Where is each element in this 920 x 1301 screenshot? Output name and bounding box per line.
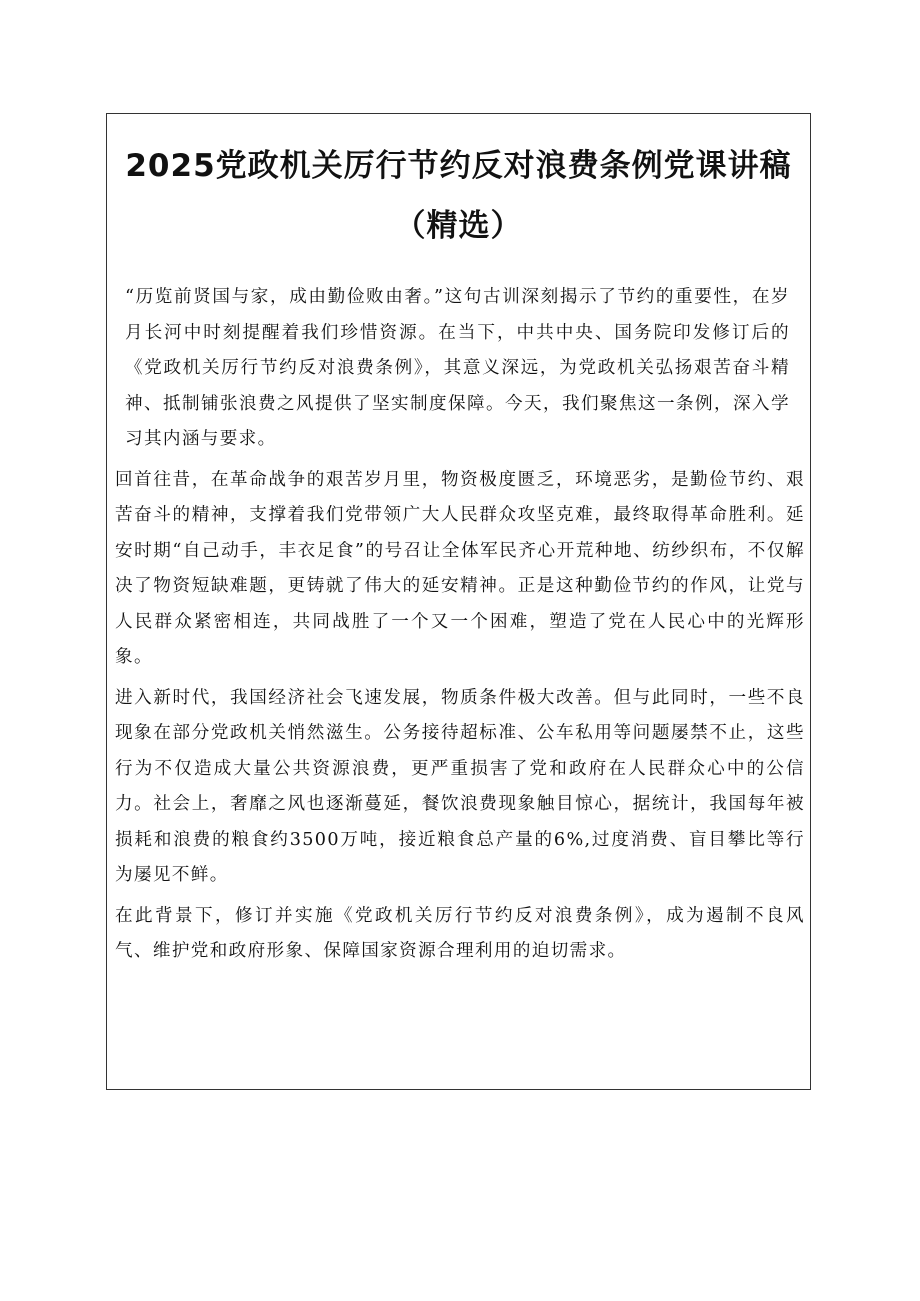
document-title xyxy=(107,136,810,256)
paragraph-background: 在此背景下，修订并实施《党政机关厉行节约反对浪费条例》，成为遏制不良风气、维护党和政府形象、保障国家资源合理利用的迫切需求。 xyxy=(115,905,805,961)
document-title-line-2: （精选） xyxy=(394,208,523,244)
document-frame xyxy=(106,113,811,1090)
paragraph-new-era: 进入新时代，我国经济社会飞速发展，物质条件极大改善。但与此同时，一些不良现象在部分党政机关悄然滋生。公务接待超标准、公车私用等问题屡禁不止，这些行为不仅造成大量公共资源浪费，更严重损害了党和政府在人民群众心中的公信力。社会上，奢靡之风也逐渐蔓延，餐饮浪费现象触目惊心，据统计，我国每年被损耗和浪费的粮食约3500万吨，接近粮食总产量的6%,过度消费、盲目攀比等行为屡见不鲜。 xyxy=(115,687,805,885)
paragraph-intro: “历览前贤国与家，成由勤俭败由奢。”这句古训深刻揭示了节约的重要性，在岁月长河中时刻提醒着我们珍惜资源。在当下，中共中央、国务院印发修订后的《党政机关厉行节约反对浪费条例》，其意义深远，为党政机关弘扬艰苦奋斗精神、抵制铺张浪费之风提供了坚实制度保障。今天，我们聚焦这一条例，深入学习其内涵与要求。 xyxy=(125,287,790,449)
document-body xyxy=(115,280,805,975)
paragraph-history: 回首往昔，在革命战争的艰苦岁月里，物资极度匮乏，环境恶劣，是勤俭节约、艰苦奋斗的精神，支撑着我们党带领广大人民群众攻坚克难，最终取得革命胜利。延安时期“自己动手，丰衣足食”的号召让全体军民齐心开荒种地、纺纱织布，不仅解决了物资短缺难题，更铸就了伟大的延安精神。正是这种勤俭节约的作风，让党与人民群众紧密相连，共同战胜了一个又一个困难，塑造了党在人民心中的光辉形象。 xyxy=(115,469,805,667)
document-title-line-1: 2025党政机关厉行节约反对浪费条例党课讲稿 xyxy=(125,148,792,184)
